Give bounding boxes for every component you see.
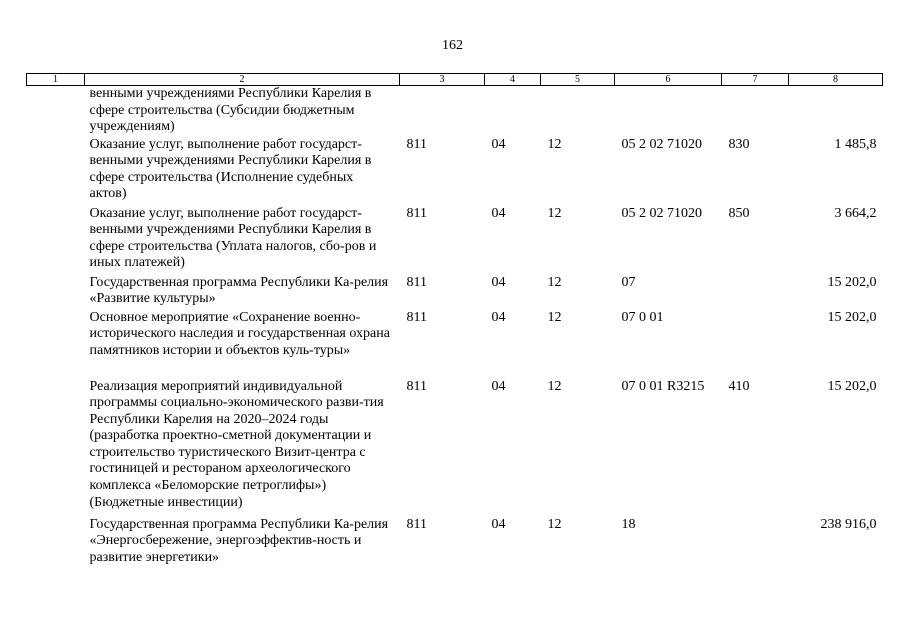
expense-name: Реализация мероприятий индивидуальной программы социально-экономического разви-тия Республики Карелия на 2020–2024 годы (разработка проектно-сметной документации и строительство туристического Визит-центра с гостиницей и рестораном археологического комплекса «Беломорские петроглифы») (Бюджетные инвестиции) [89, 378, 384, 510]
column-header-8: 8 [789, 74, 883, 86]
table-row [27, 86, 883, 137]
table-row [27, 517, 883, 569]
target-article-code [615, 86, 722, 137]
ministry-code: 811 [406, 516, 427, 532]
column-header-5: 5 [541, 74, 615, 86]
column-number-header-row [27, 74, 883, 86]
budget-table-body [27, 86, 883, 569]
target-article-code: 07 0 01 R3215 [621, 378, 705, 394]
expense-type-code [722, 517, 789, 569]
expense-type-code: 410 [728, 378, 750, 394]
expense-type-code: 850 [728, 205, 750, 221]
row-index-cell [27, 517, 85, 569]
target-article-code: 07 0 01 [621, 309, 664, 325]
expense-type-code [722, 275, 789, 310]
amount: 15 202,0 [827, 309, 877, 325]
target-article-code: 07 [621, 274, 636, 290]
expense-type-code [722, 86, 789, 137]
subsection-code: 12 [547, 136, 562, 152]
section-code: 04 [491, 378, 506, 394]
section-code: 04 [491, 274, 506, 290]
ministry-code: 811 [406, 274, 427, 290]
expense-type-code: 830 [728, 136, 750, 152]
table-row [27, 310, 883, 379]
table-row [27, 275, 883, 310]
ministry-code: 811 [406, 136, 427, 152]
amount: 15 202,0 [827, 274, 877, 290]
target-article-code: 18 [621, 516, 636, 532]
subsection-code [541, 86, 615, 137]
subsection-code: 12 [547, 274, 562, 290]
column-header-1: 1 [27, 74, 85, 86]
row-index-cell [27, 310, 85, 379]
target-article-code: 05 2 02 71020 [621, 136, 702, 152]
column-header-2: 2 [85, 74, 400, 86]
column-header-3: 3 [400, 74, 485, 86]
table-row [27, 206, 883, 275]
section-code [485, 86, 541, 137]
row-index-cell [27, 206, 85, 275]
row-index-cell [27, 275, 85, 310]
subsection-code: 12 [547, 378, 562, 394]
amount: 3 664,2 [834, 205, 877, 221]
page-number: 162 [442, 38, 463, 53]
section-code: 04 [491, 309, 506, 325]
amount: 15 202,0 [827, 378, 877, 394]
row-index-cell [27, 86, 85, 137]
section-code: 04 [491, 516, 506, 532]
section-code: 04 [491, 136, 506, 152]
row-index-cell [27, 379, 85, 517]
amount: 1 485,8 [834, 136, 877, 152]
column-header-6: 6 [615, 74, 722, 86]
subsection-code: 12 [547, 205, 562, 221]
ministry-code: 811 [406, 378, 427, 394]
amount [789, 86, 883, 137]
subsection-code: 12 [547, 516, 562, 532]
amount: 238 916,0 [820, 516, 877, 532]
ministry-code: 811 [406, 205, 427, 221]
expense-type-code [722, 310, 789, 379]
expense-name: Оказание услуг, выполнение работ государст-венными учреждениями Республики Карелия в сфере строительства (Исполнение судебных актов) [89, 136, 372, 202]
expense-name: Основное мероприятие «Сохранение военно-исторического наследия и государственная охрана памятников истории и объектов куль-туры» [89, 309, 390, 358]
expense-name: Государственная программа Республики Ка-релия «Энергосбережение, энергоэффектив-ность и развитие энергетики» [89, 516, 389, 565]
column-header-7: 7 [722, 74, 789, 86]
table-row [27, 379, 883, 517]
section-code: 04 [491, 205, 506, 221]
expense-name: Государственная программа Республики Ка-релия «Развитие культуры» [89, 274, 389, 307]
budget-table [26, 73, 883, 569]
expense-name: венными учреждениями Республики Карелия в сфере строительства (Субсидии бюджетным учреждениям) [89, 86, 372, 135]
expense-name: Оказание услуг, выполнение работ государст-венными учреждениями Республики Карелия в сфере строительства (Уплата налогов, сбо-ров и иных платежей) [89, 205, 377, 271]
subsection-code: 12 [547, 309, 562, 325]
ministry-code: 811 [406, 309, 427, 325]
column-header-4: 4 [485, 74, 541, 86]
ministry-code [400, 86, 485, 137]
table-row [27, 137, 883, 206]
row-index-cell [27, 137, 85, 206]
target-article-code: 05 2 02 71020 [621, 205, 702, 221]
